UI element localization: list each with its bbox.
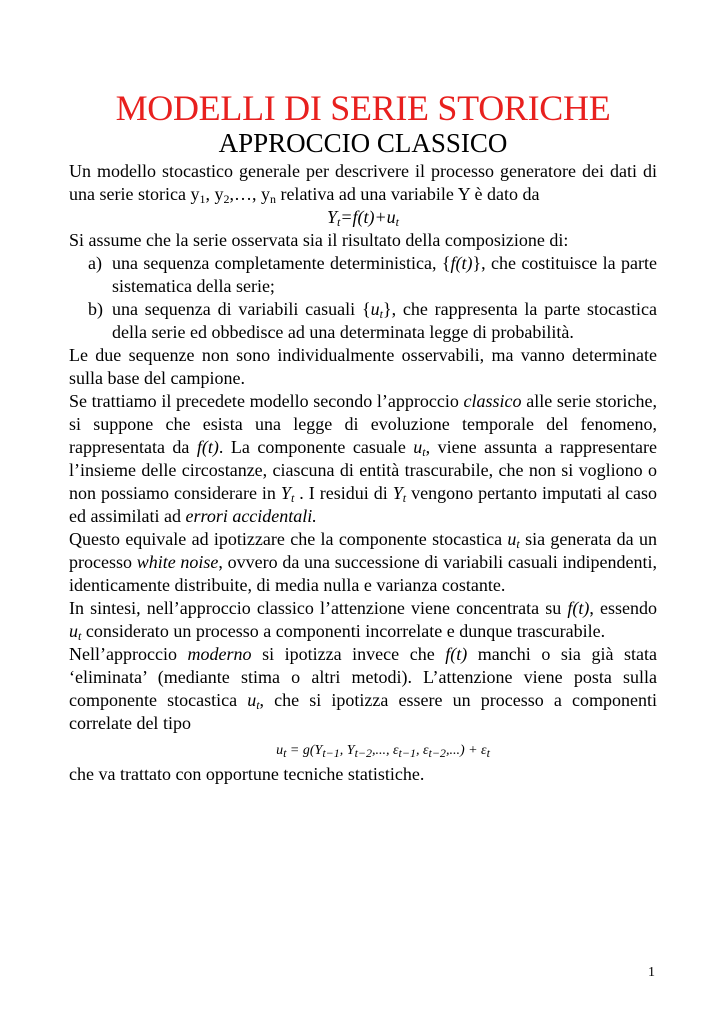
paragraph-sequences: Le due sequenze non sono individualmente osservabili, ma vanno determinate sulla base del campione. [69, 345, 657, 388]
list-item-b: b) una sequenza di variabili casuali $\{u_t\}$, che rappresenta la parte stocastica della serie ed obbedisce ad una determinata legge di probabilità. [88, 299, 657, 342]
paragraph-white-noise: Questo equivale ad ipotizzare che la componente stocastica $u_t$ sia generata da un processo white noise, ovvero da una successione di variabili casuali indipendenti, identicamente distribuite, di media nulla e varianza costante. [69, 529, 658, 595]
paragraph-closing: che va trattato con opportune tecniche statistiche. [69, 764, 425, 784]
page-number: 1 [648, 965, 655, 980]
list-label: b) [88, 299, 103, 319]
list-item-a: a) una sequenza completamente deterministica, {f(t)}, che costituisce la parte sistematica della serie; [88, 253, 657, 296]
equation-model: $Y_t=f(t)+u_t$ [327, 207, 399, 229]
list-label: a) [88, 253, 102, 273]
paragraph-modern: Nell’approccio moderno si ipotizza invece che f(t) manchi o sia già stata ‘eliminata’ (mediante stima o altri metodi). L’attenzione viene posta sulla componente stocastica $u_t$, che si ipotizza essere un processo a componenti correlate del tipo [69, 644, 657, 733]
paragraph-summary: In sintesi, nell’approccio classico l’attenzione viene concentrata su f(t), essendo $u_t$ considerato un processo a componenti incorrelate e dunque trascurabile. [69, 598, 657, 643]
document-page [69, 88, 657, 786]
paragraph-assumption: Si assume che la serie osservata sia il risultato della composizione di: [69, 230, 569, 250]
paragraph-intro: Un modello stocastico generale per descrivere il processo generatore dei dati di una serie storica $y_1$, $y_2,\dots$, $y_n$ relativa ad una variabile Y è dato da [69, 161, 657, 206]
page-subtitle: APPROCCIO CLASSICO [218, 128, 508, 158]
page-title: MODELLI DI SERIE STORICHE [115, 88, 611, 128]
equation-process: $u_t = g(Y_{t-1}$, $Y_{t-2}$,..., $\varepsilon_{t-1}$, $\varepsilon_{t-2},...) + \varepsilon_t$ [276, 743, 490, 760]
paragraph-classical: Se trattiamo il precedete modello secondo l’approccio classico alle serie storiche, si suppone che esista una legge di evoluzione temporale del fenomeno, rappresentata da f(t). La componente casuale $u_t$, viene assunta a rappresentare l’insieme delle circostanze, ciascuna di entità trascurabile, che non si vogliono o non possiamo considerare in $Y_t$ . I residui di $Y_t$ vengono pertanto imputati al caso ed assimilati ad errori accidentali. [69, 391, 657, 526]
